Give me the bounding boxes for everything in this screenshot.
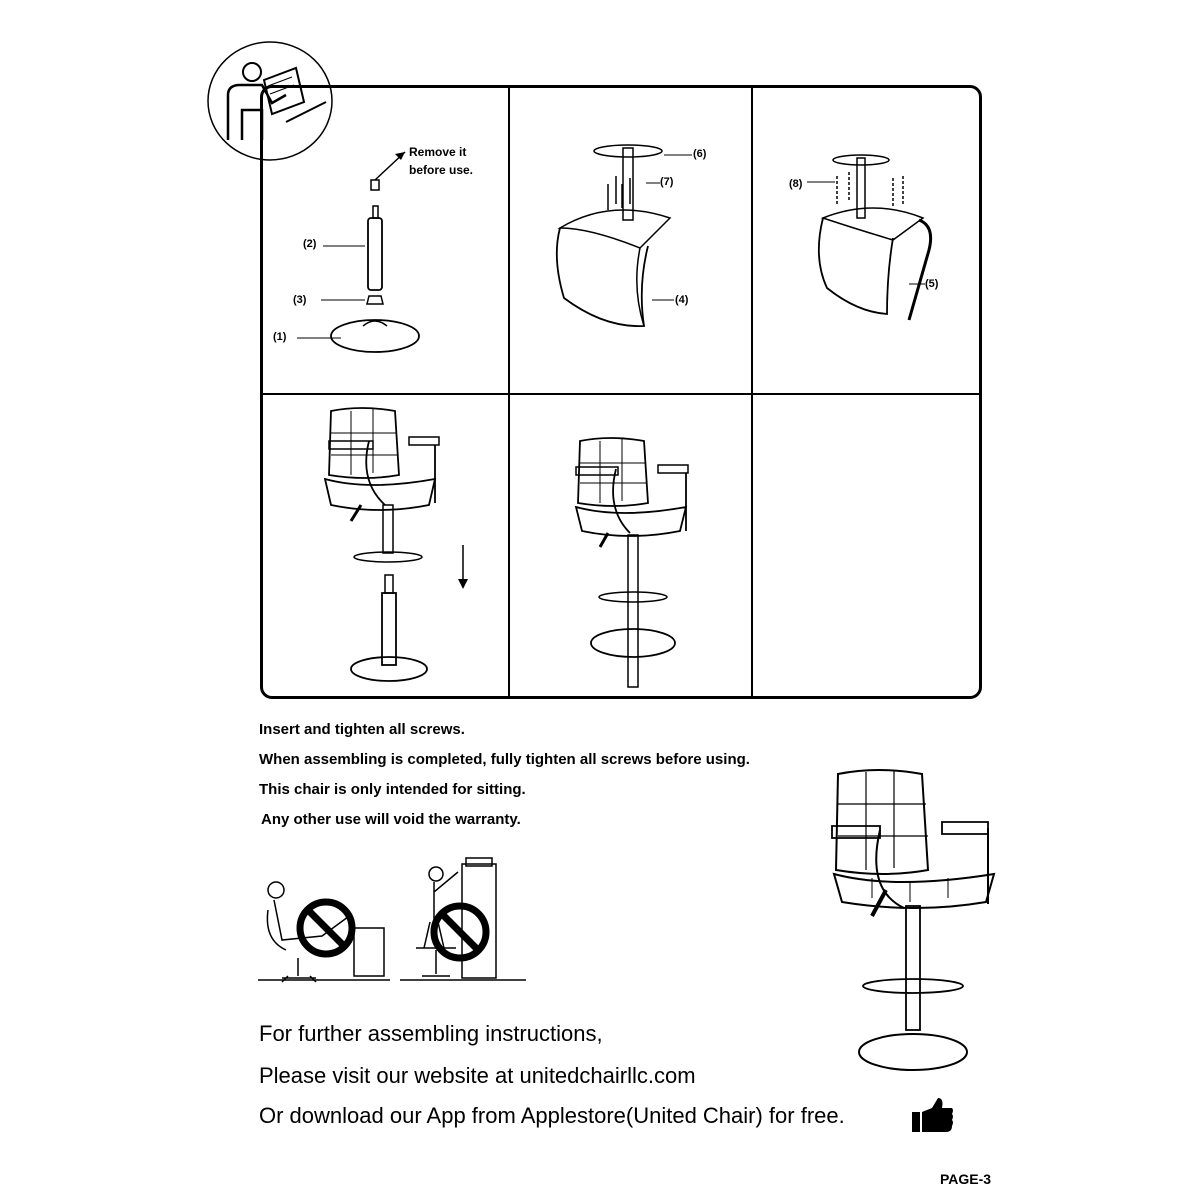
note-line-3: This chair is only intended for sitting. — [259, 781, 526, 798]
no-standing-on-chair-icon — [400, 858, 526, 985]
finished-chair-illustration — [826, 766, 1006, 1076]
step-2-panel — [510, 88, 751, 393]
step-1-panel — [263, 88, 508, 393]
part-label-1: (1) — [273, 331, 287, 343]
part-label-5: (5) — [925, 278, 939, 290]
page-number: PAGE-3 — [940, 1171, 992, 1187]
part-label-7: (7) — [660, 176, 674, 188]
note-line-4: Any other use will void the warranty. — [261, 811, 521, 828]
step-4-panel — [263, 395, 508, 696]
thumbs-up-icon — [912, 1098, 954, 1134]
step-3-panel — [753, 88, 982, 393]
part-label-4: (4) — [675, 294, 689, 306]
part-label-3: (3) — [293, 294, 307, 306]
part-label-6: (6) — [693, 148, 707, 160]
part-label-8: (8) — [789, 178, 803, 190]
remove-note-line1: Remove it — [409, 145, 467, 159]
step-5-panel — [510, 395, 751, 696]
footer-line-3: Or download our App from Applestore(United Chair) for free. — [259, 1103, 845, 1128]
remove-note-line2: before use. — [409, 163, 474, 177]
footer-line-1: For further assembling instructions, — [259, 1021, 603, 1046]
note-line-2: When assembling is completed, fully tighten all screws before using. — [259, 751, 750, 768]
step-6-panel — [753, 395, 982, 696]
no-feet-on-table-icon — [258, 870, 390, 985]
part-label-2: (2) — [303, 238, 317, 250]
note-line-1: Insert and tighten all screws. — [259, 721, 465, 738]
assembly-steps-grid — [260, 85, 982, 699]
footer-line-2: Please visit our website at unitedchairllc.com — [259, 1063, 696, 1088]
